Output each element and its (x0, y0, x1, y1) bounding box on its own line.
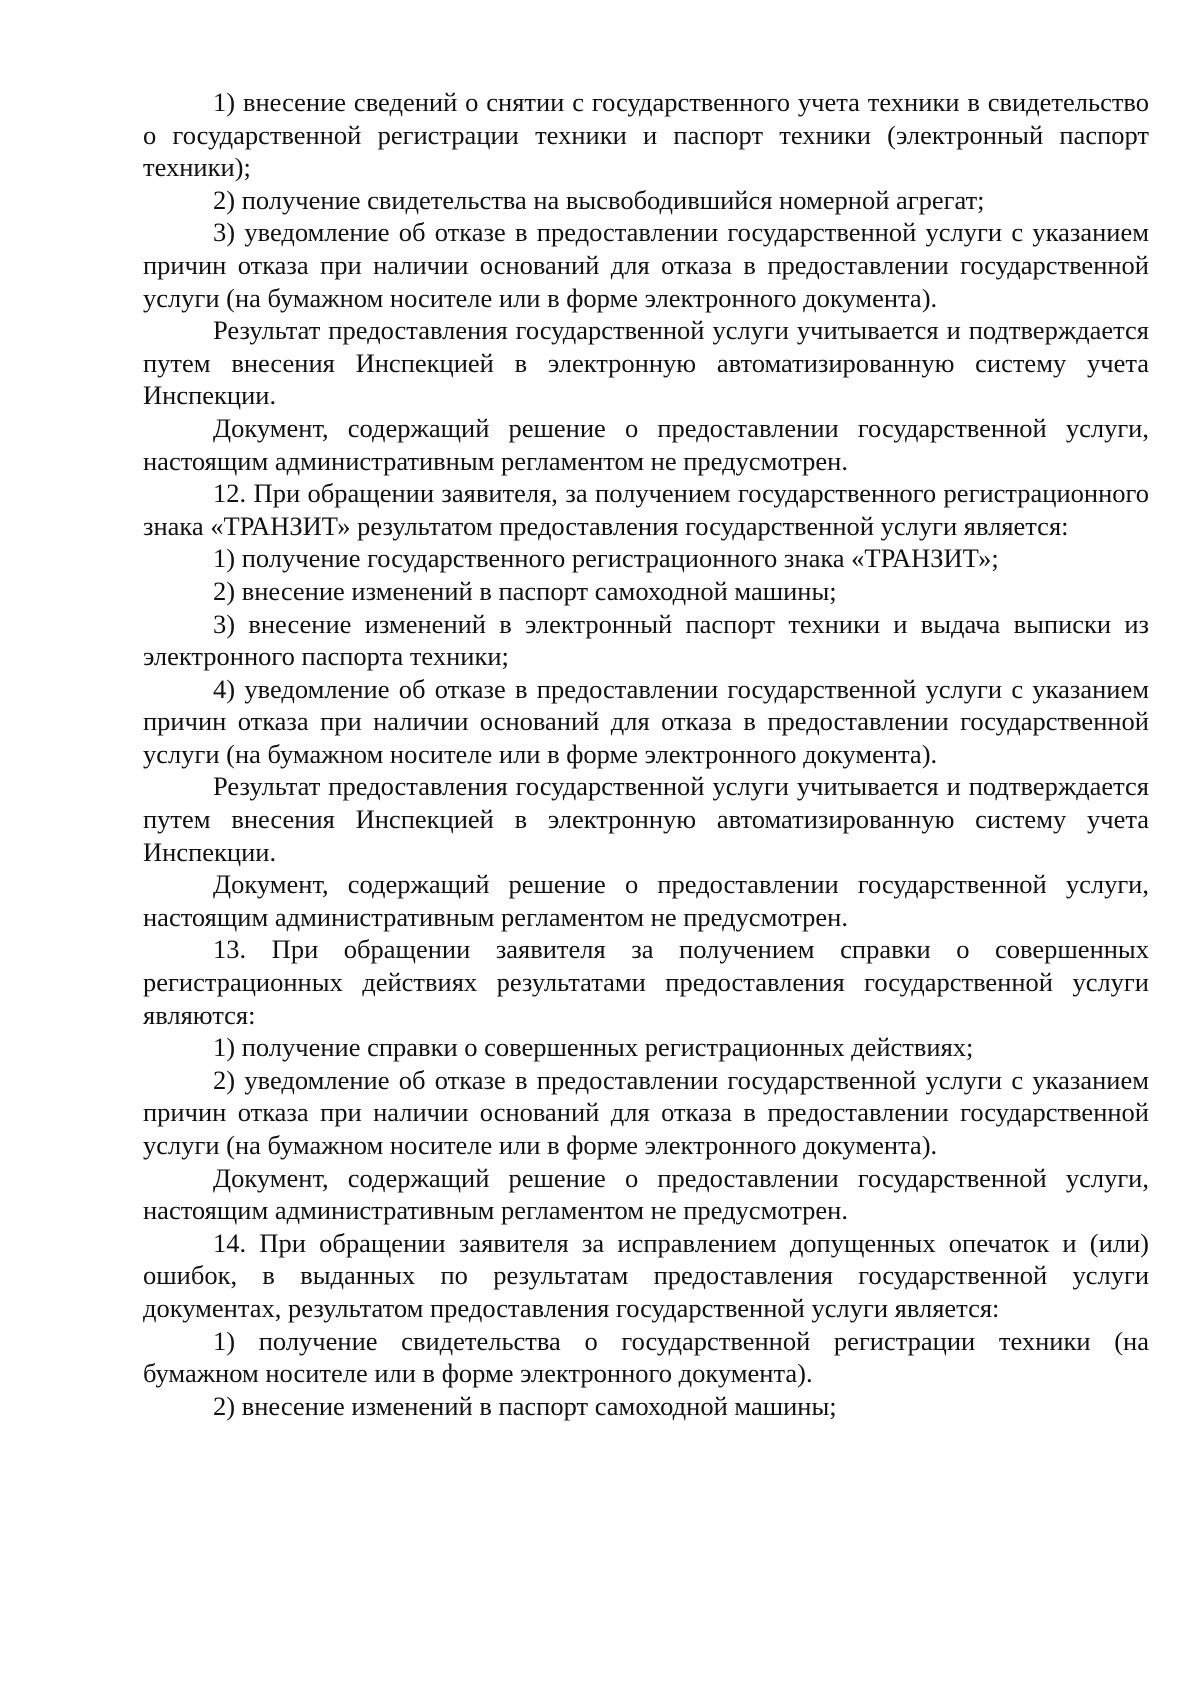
paragraph: 14. При обращении заявителя за исправлением допущенных опечаток и (или) ошибок, в выданных по результатам предоставления государственной услуги документах, результатом предоставления государственной услуги является: (143, 1227, 1149, 1323)
paragraph: 1) получение свидетельства о государственной регистрации техники (на бумажном носителе или в форме электронного документа). (143, 1325, 1149, 1389)
paragraph: 1) получение государственного регистрационного знака «ТРАНЗИТ»; (213, 543, 999, 574)
paragraph: Документ, содержащий решение о предоставлении государственной услуги, настоящим административным регламентом не предусмотрен. (143, 869, 1149, 932)
paragraph: 1) получение справки о совершенных регистрационных действиях; (213, 1032, 974, 1063)
document-body (143, 86, 1149, 1422)
paragraph: 2) внесение изменений в паспорт самоходной машины; (213, 1390, 837, 1421)
paragraph: Результат предоставления государственной услуги учитывается и подтверждается путем внесения Инспекцией в электронную автоматизированную систему учета Инспекции. (143, 315, 1149, 411)
paragraph: 2) уведомление об отказе в предоставлении государственной услуги с указанием причин отказа при наличии оснований для отказа в предоставлении государственной услуги (на бумажном носителе или в форме электронного документа). (143, 1064, 1149, 1160)
paragraph: 13. При обращении заявителя за получением справки о совершенных регистрационных действиях результатами предоставления государственной услуги являются: (143, 934, 1149, 1030)
paragraph: Документ, содержащий решение о предоставлении государственной услуги, настоящим административным регламентом не предусмотрен. (143, 1162, 1149, 1226)
paragraph: 3) уведомление об отказе в предоставлении государственной услуги с указанием причин отказа при наличии оснований для отказа в предоставлении государственной услуги (на бумажном носителе или в форме электронного документа). (143, 217, 1149, 313)
paragraph: 12. При обращении заявителя, за получением государственного регистрационного знака «ТРАНЗИТ» результатом предоставления государственной услуги является: (143, 478, 1149, 541)
paragraph: 1) внесение сведений о снятии с государственного учета техники в свидетельство о государственной регистрации техники и паспорт техники (электронный паспорт техники); (143, 87, 1149, 183)
paragraph: 3) внесение изменений в электронный паспорт техники и выдача выписки из электронного паспорта техники; (143, 608, 1149, 672)
paragraph: 4) уведомление об отказе в предоставлении государственной услуги с указанием причин отказа при наличии оснований для отказа в предоставлении государственной услуги (на бумажном носителе или в форме электронного документа). (143, 673, 1149, 769)
paragraph: Документ, содержащий решение о предоставлении государственной услуги, настоящим административным регламентом не предусмотрен. (143, 412, 1149, 476)
paragraph: 2) получение свидетельства на высвободившийся номерной агрегат; (213, 184, 985, 215)
paragraph: Результат предоставления государственной услуги учитывается и подтверждается путем внесения Инспекцией в электронную автоматизированную систему учета Инспекции. (143, 771, 1149, 867)
paragraph: 2) внесение изменений в паспорт самоходной машины; (213, 575, 837, 606)
